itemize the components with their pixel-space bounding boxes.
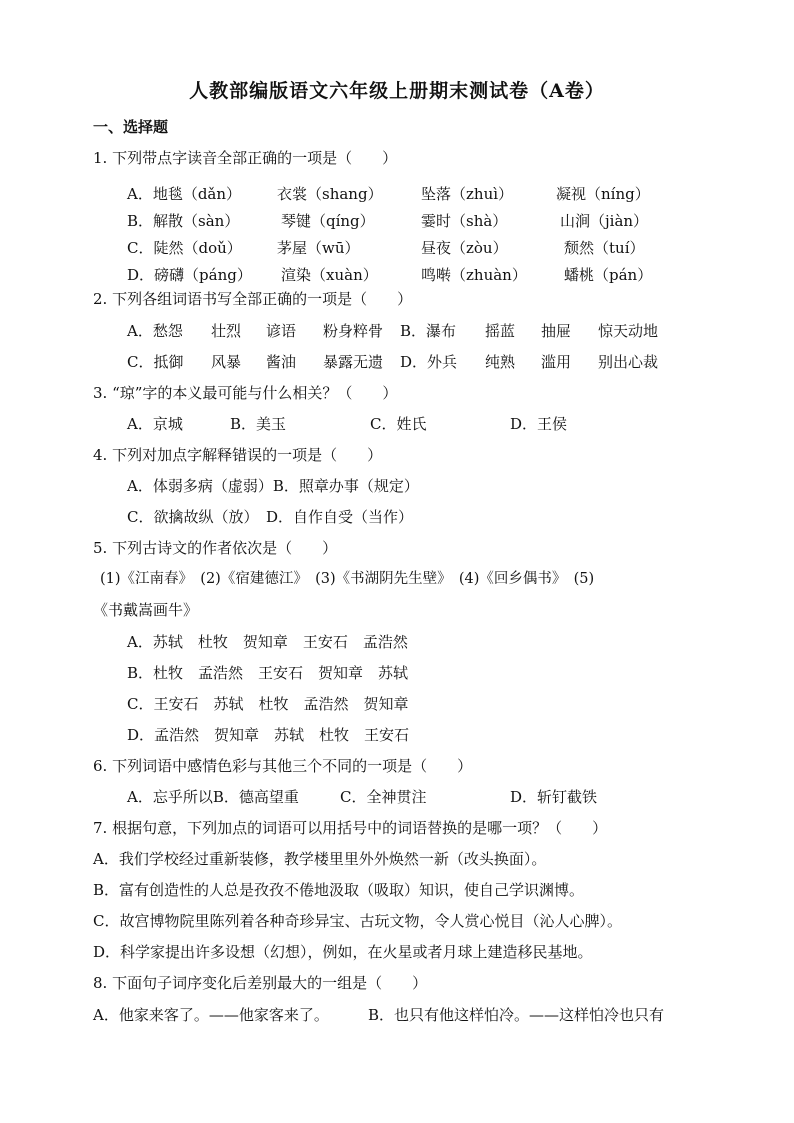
option-word: 凝视（níng） [556, 185, 650, 203]
option-word: 粉身粹骨 [323, 322, 384, 340]
option-word: 颓然（tuí） [564, 239, 645, 257]
question-7-option-b: B．富有创造性的人总是孜孜不倦地汲取（吸取）知识，使自己学识渊博。 [93, 881, 585, 899]
option-d: D．斩钉截铁 [510, 788, 598, 806]
option-word: 霎时（shà） [421, 212, 508, 230]
option-word: C．抵御 [127, 353, 184, 371]
page-title: 人教部编版语文六年级上册期末测试卷（A卷） [189, 80, 605, 102]
question-4-options-ab: A．体弱多病（虚弱）B．照章办事（规定） [127, 477, 419, 495]
question-5-option-b: B．杜牧 孟浩然 王安石 贺知章 苏轼 [127, 664, 409, 682]
question-5-works-cont: 《书戴嵩画牛》 [93, 601, 199, 619]
option-word: 滥用 [541, 353, 572, 371]
question-5-option-a: A．苏轼 杜牧 贺知章 王安石 孟浩然 [127, 633, 408, 651]
option-word: 别出心裁 [598, 353, 659, 371]
option-word: 酱油 [266, 353, 297, 371]
option-a: A．京城 [127, 415, 183, 433]
option-word: 蟠桃（pán） [564, 266, 653, 284]
option-word: 摇蓝 [485, 322, 516, 340]
option-word: D．外兵 [400, 353, 458, 371]
option-word: 风暴 [211, 353, 242, 371]
question-7-stem: 7. 根据句意，下列加点的词语可以用括号中的词语替换的是哪一项？（ ） [93, 819, 608, 837]
option-word: 壮烈 [211, 322, 242, 340]
question-2-stem: 2. 下列各组词语书写全部正确的一项是（ ） [93, 290, 413, 308]
option-a: A．他家来客了。——他家客来了。 [93, 1006, 329, 1024]
option-word: 纯熟 [485, 353, 516, 371]
question-4-options-cd: C．欲擒故纵（放） D．自作自受（当作） [127, 508, 414, 526]
question-4-stem: 4. 下列对加点字解释错误的一项是（ ） [93, 446, 383, 464]
option-word: 鸣啭（zhuàn） [421, 266, 527, 284]
question-5-option-d: D．孟浩然 贺知章 苏轼 杜牧 王安石 [127, 726, 410, 744]
option-b: B．美玉 [230, 415, 287, 433]
question-7-option-a: A．我们学校经过重新装修，教学楼里里外外焕然一新（改头换面）。 [93, 850, 547, 868]
option-b: B．也只有他这样怕冷。——这样怕冷也只有 [368, 1006, 665, 1024]
option-word: 渲染（xuàn） [281, 266, 378, 284]
option-word: 茅屋（wū） [277, 239, 360, 257]
option-c: C．全神贯注 [340, 788, 427, 806]
question-5-option-c: C．王安石 苏轼 杜牧 孟浩然 贺知章 [127, 695, 409, 713]
option-word: A．愁怨 [127, 322, 183, 340]
option-word: B．解散（sàn） [127, 212, 240, 230]
option-word: 谚语 [266, 322, 297, 340]
option-word: 衣裳（shang） [277, 185, 383, 203]
option-word: A．地毯（dǎn） [127, 185, 242, 203]
option-word: 琴键（qíng） [281, 212, 375, 230]
option-word: 坠落（zhuì） [421, 185, 514, 203]
option-word: 抽屉 [541, 322, 572, 340]
question-7-option-d: D．科学家提出许多设想（幻想），例如，在火星或者月球上建造移民基地。 [93, 943, 593, 961]
question-3-stem: 3. “琼”字的本义最可能与什么相关？（ ） [93, 384, 398, 402]
option-word: B．瀑布 [400, 322, 457, 340]
option-word: 惊天动地 [598, 322, 659, 340]
option-word: D．磅礴（páng） [127, 266, 252, 284]
option-c: C．姓氏 [370, 415, 427, 433]
option-ab: A．忘乎所以B．德高望重 [127, 788, 299, 806]
question-5-works: (1)《江南春》 (2)《宿建德江》 (3)《书湖阴先生壁》 (4)《回乡偶书》 (5) [100, 571, 595, 587]
question-8-stem: 8. 下面句子词序变化后差别最大的一组是（ ） [93, 974, 428, 992]
question-6-stem: 6. 下列词语中感情色彩与其他三个不同的一项是（ ） [93, 757, 473, 775]
option-word: C．陡然（doǔ） [127, 239, 242, 257]
option-word: 昼夜（zòu） [421, 239, 508, 257]
question-7-option-c: C．故宫博物院里陈列着各种奇珍异宝、古玩文物，令人赏心悦目（沁人心脾）。 [93, 912, 622, 930]
question-1-stem: 1. 下列带点字读音全部正确的一项是（ ） [93, 149, 398, 167]
option-word: 暴露无遗 [323, 353, 384, 371]
question-5-stem: 5. 下列古诗文的作者依次是（ ） [93, 539, 338, 557]
option-word: 山涧（jiàn） [560, 212, 649, 230]
option-d: D．王侯 [510, 415, 568, 433]
section-heading: 一、选择题 [93, 118, 169, 136]
